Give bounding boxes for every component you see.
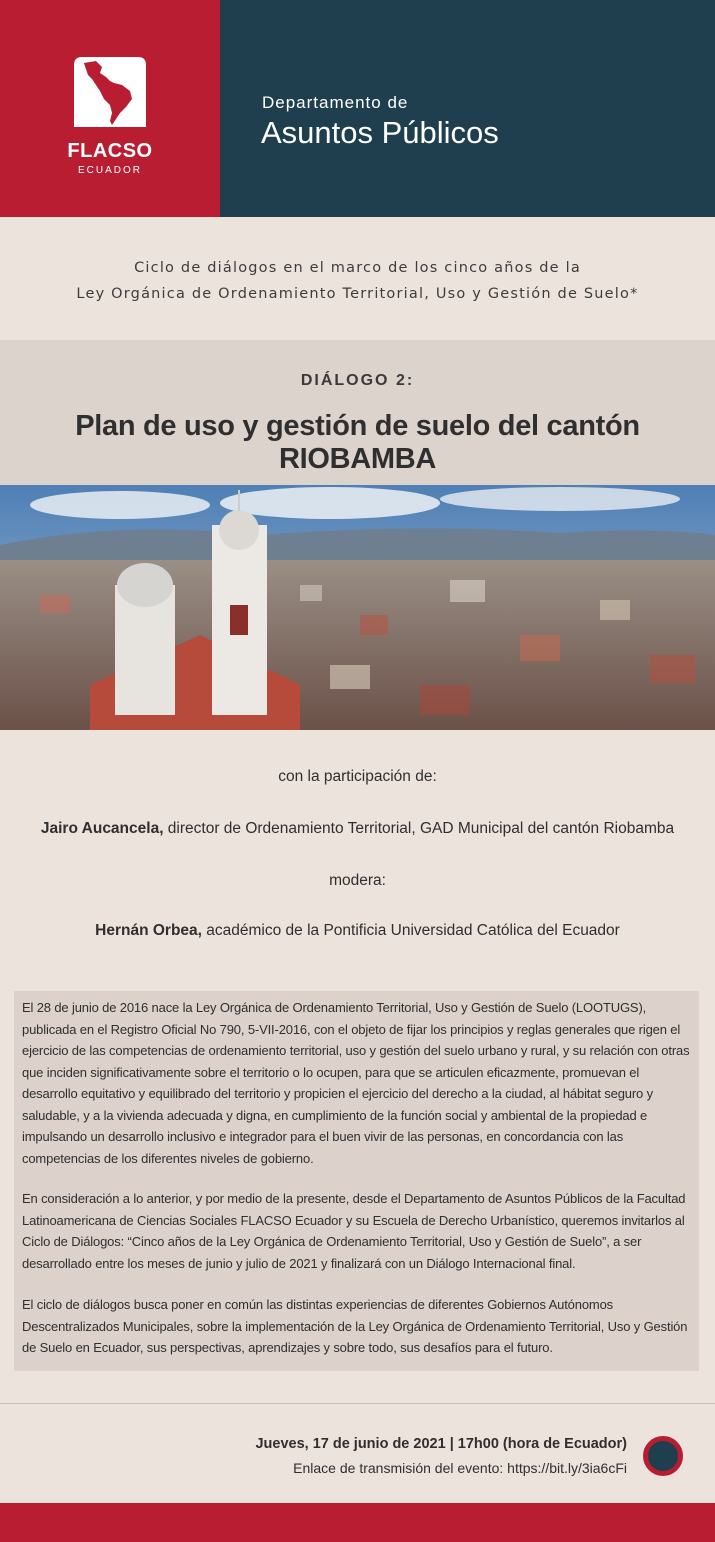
moderator-intro: modera: xyxy=(329,872,386,889)
department-title: Asuntos Públicos xyxy=(261,115,499,150)
moderator-role: académico de la Pontificia Universidad Católica del Ecuador xyxy=(201,922,620,939)
body-text-box xyxy=(14,991,699,1371)
event-date: Jueves, 17 de junio de 2021 | 17h00 (hora de Ecuador) xyxy=(255,1436,627,1452)
moderator xyxy=(0,922,715,940)
header xyxy=(0,0,715,217)
department-block xyxy=(220,0,715,217)
bottom-bar xyxy=(0,1503,715,1542)
participation-intro: con la participación de: xyxy=(278,768,437,785)
footer-divider xyxy=(0,1403,715,1404)
logo-name: FLACSO xyxy=(67,140,153,162)
riobamba-city-photo xyxy=(0,485,715,730)
speaker-role: director de Ordenamiento Territorial, GAD Municipal del cantón Riobamba xyxy=(163,820,675,837)
flacso-logo xyxy=(0,0,220,217)
paragraph-1: El 28 de junio de 2016 nace la Ley Orgánica de Ordenamiento Territorial, Uso y Gestión de Suelo (LOOTUGS), publicada en el Registro Oficial No 790, 5-VII-2016, con el objeto de fijar los principios y reglas generales que rigen el ejercicio de las competencias de ordenamiento territorial, uso y gestión del suelo urbano y rural, y su relación con otras que inciden significativamente sobre el territorio o lo ocupen, para que se articulen eficazmente, promuevan el desarrollo equitativo y equilibrado del territorio y propicien el ejercicio del derecho a la ciudad, al hábitat seguro y saludable, y a la vivienda adecuada y digna, en cumplimiento de la función social y ambiental de la propiedad e impulsando un desarrollo inclusivo e integrador para el buen vivir de las personas, en concordancia con las competencias de los diferentes niveles de gobierno. xyxy=(22,1000,690,1166)
speaker-name: Jairo Aucancela, xyxy=(40,820,164,837)
department-subtitle: Departamento de xyxy=(262,93,409,112)
cycle-line-2: Ley Orgánica de Ordenamiento Territorial, Uso y Gestión de Suelo* xyxy=(76,286,639,302)
moderator-name: Hernán Orbea, xyxy=(95,922,202,939)
paragraph-3: El ciclo de diálogos busca poner en común las distintas experiencias de diferentes Gobiernos Autónomos Descentralizados Municipales, sobre la implementación de la Ley Orgánica de Ordenamiento Territorial, Uso y Gestión de Suelo en Ecuador, sus perspectivas, aprendizajes y sobre todo, sus desafíos para el futuro. xyxy=(22,1297,688,1355)
cycle-intro xyxy=(0,255,715,307)
paragraph-2: En consideración a lo anterior, y por medio de la presente, desde el Departamento de Asuntos Públicos de la Facultad Latinoamericana de Ciencias Sociales FLACSO Ecuador y su Escuela de Derecho Urbanístico, queremos invitarlos al Ciclo de Diálogos: “Cinco años de la Ley Orgánica de Ordenamiento Territorial, Uso y Gestión de Suelo”, a ser desarrollado entre los meses de junio y julio de 2021 y finalizará con un Diálogo Internacional final. xyxy=(22,1191,686,1271)
circle-icon xyxy=(643,1436,683,1476)
dialog-band xyxy=(0,340,715,485)
speaker xyxy=(0,820,715,838)
dialog-title: Plan de uso y gestión de suelo del cantón RIOBAMBA xyxy=(75,410,640,475)
stream-link[interactable]: Enlace de transmisión del evento: https://bit.ly/3ia6cFi xyxy=(293,1460,627,1476)
dialog-number: DIÁLOGO 2: xyxy=(300,372,415,389)
latin-america-map-icon xyxy=(70,55,150,128)
cycle-line-1: Ciclo de diálogos en el marco de los cinco años de la xyxy=(134,260,581,276)
logo-country: ECUADOR xyxy=(77,165,142,176)
